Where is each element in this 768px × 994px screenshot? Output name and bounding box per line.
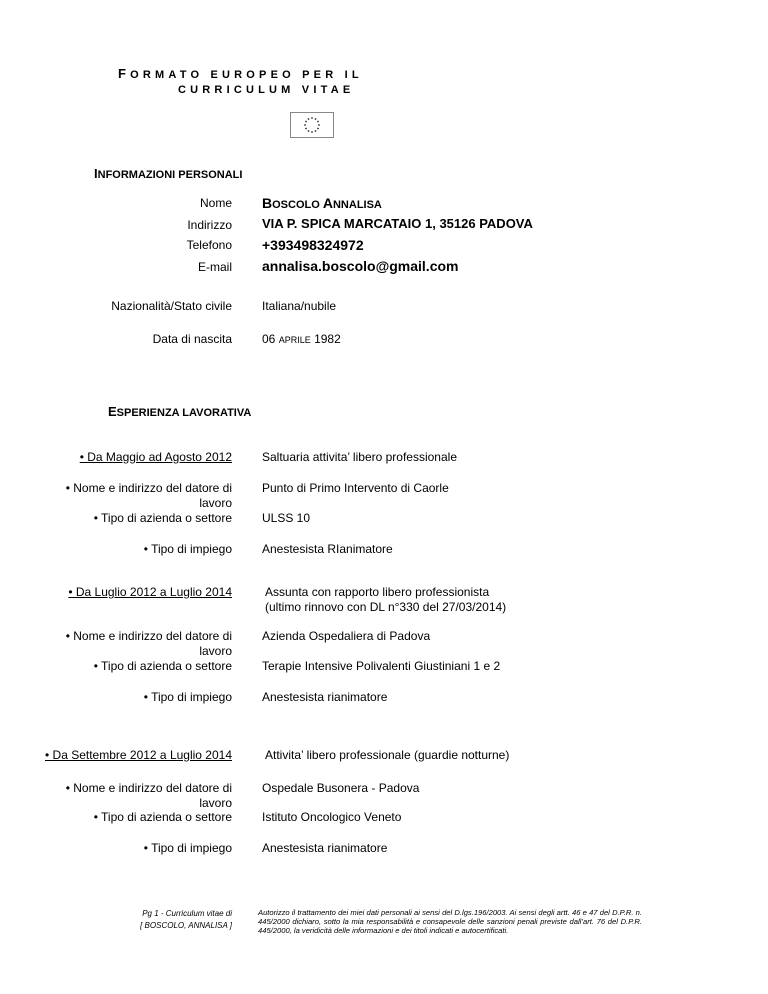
birth-label: Data di nascita [152,332,232,346]
job-title: Attivita’ libero professionale (guardie notturne) [265,748,510,762]
privacy-statement: Autorizzo il trattamento dei miei dati personali ai sensi del D.lgs.196/2003. Ai sensi degli artt. 46 e 47 del D.P.R. n. 445/2000 dichiaro, sotto la mia responsabilità e consapevole delle sanzioni penali previste dall’art. 76 del D.P.R. 445/2000, la veridicità delle informazioni e dei titoli indicati e autocertificati. [258,908,642,935]
section-work-experience: ESPERIENZA LAVORATIVA [108,404,252,419]
sector-label: • Tipo di azienda o settore [93,659,232,673]
phone-label: Telefono [186,238,232,252]
address-value: VIA P. SPICA MARCATAIO 1, 35126 PADOVA [262,216,533,231]
job-title: Saltuaria attivita’ libero professionale [262,450,457,464]
section-personal-info: INFORMAZIONI PERSONALI [94,166,243,181]
sector-value: Istituto Oncologico Veneto [262,810,402,824]
job-title: Assunta con rapporto libero professionista (ultimo rinnovo con DL n°330 del 27/03/2014) [265,585,507,614]
sector-label: • Tipo di azienda o settore [93,511,232,525]
address-label: Indirizzo [187,218,232,232]
page-footer-label: Pg 1 - Curriculum vitae di [ BOSCOLO, ANNALISA ] [140,909,232,930]
role-value: Anestesista rianimatore [262,841,388,855]
role-label: • Tipo di impiego [143,841,232,855]
sector-label: • Tipo di azienda o settore [93,810,232,824]
sector-value: Terapie Intensive Polivalenti Giustiniani 1 e 2 [262,659,501,673]
employer-value: Azienda Ospedaliera di Padova [262,629,431,643]
job-period: • Da Settembre 2012 a Luglio 2014 [45,748,232,762]
job-period: • Da Luglio 2012 a Luglio 2014 [68,585,232,599]
phone-value: +393498324972 [262,237,364,253]
employer-label: • Nome e indirizzo del datore di lavoro [65,781,232,810]
birth-value: 06 APRILE 1982 [262,332,341,346]
email-value: annalisa.boscolo@gmail.com [262,258,459,274]
role-value: Anestesista rianimatore [262,690,388,704]
email-label: E-mail [197,260,232,274]
employer-value: Ospedale Busonera - Padova [262,781,420,795]
name-value: BOSCOLO ANNALISA [262,195,382,211]
nationality-label: Nazionalità/Stato civile [111,299,232,313]
cv-title-line2: CURRICULUM VITAE [178,84,355,96]
employer-value: Punto di Primo Intervento di Caorle [262,481,449,495]
eu-flag-icon [290,112,334,138]
nationality-value: Italiana/nubile [262,299,337,313]
job-period: • Da Maggio ad Agosto 2012 [79,450,232,464]
role-label: • Tipo di impiego [143,542,232,556]
role-value: Anestesista RIanimatore [262,542,393,556]
cv-title-line1: FORMATO EUROPEO PER IL [118,66,363,81]
name-label: Nome [199,196,232,210]
employer-label: • Nome e indirizzo del datore di lavoro [65,481,232,510]
employer-label: • Nome e indirizzo del datore di lavoro [65,629,232,658]
sector-value: ULSS 10 [262,511,311,525]
role-label: • Tipo di impiego [143,690,232,704]
